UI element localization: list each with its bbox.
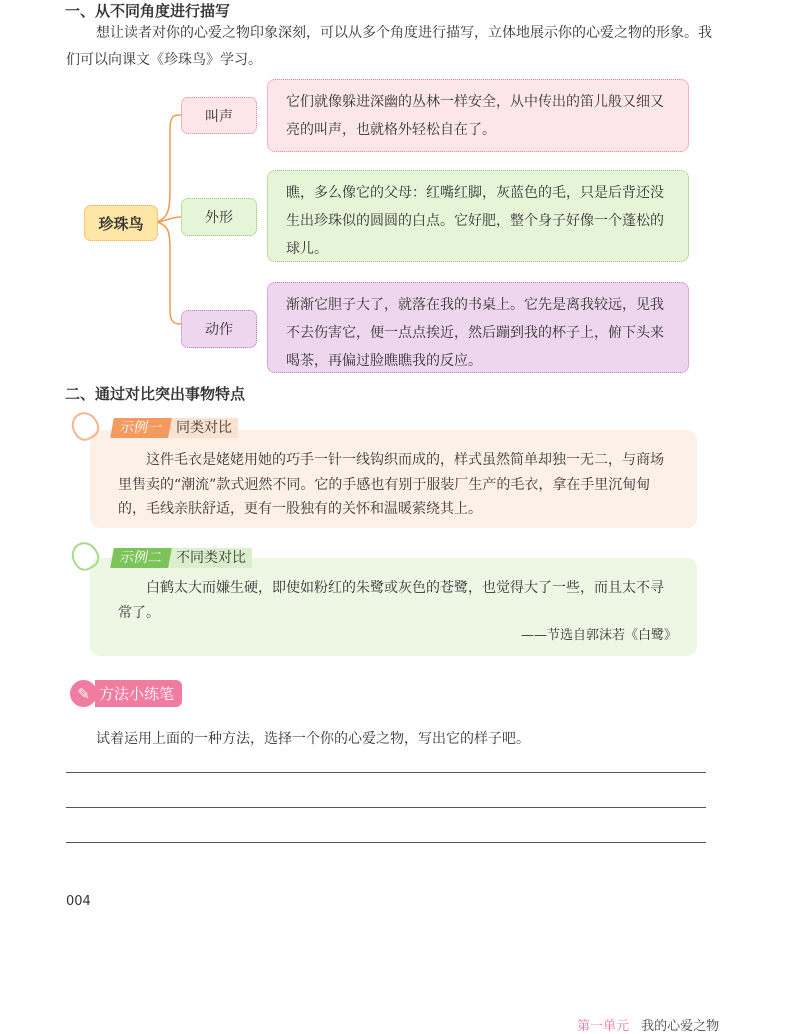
writing-line[interactable] <box>66 807 706 808</box>
example2-text: 白鹤太大而嫌生硬，即使如粉红的朱鹭或灰色的苍鹭，也觉得大了一些，而且太不寻常了。 <box>118 580 664 621</box>
pen-icon: ✎ <box>70 680 97 707</box>
practice-badge <box>70 680 182 707</box>
example2-type: 不同类对比 <box>170 548 252 568</box>
section2-heading: 二、通过对比突出事物特点 <box>65 385 246 403</box>
branch-label-sound: 叫声 <box>181 97 257 134</box>
branch-card-sound: 它们就像躲进深幽的丛林一样安全，从中传出的笛儿般又细又亮的叫声，也就格外轻松自在了。 <box>267 79 689 152</box>
writing-line[interactable] <box>66 842 706 843</box>
branch-card-appearance: 瞧，多么像它的父母：红嘴红脚，灰蓝色的毛，只是后背还没生出珍珠似的圆圆的白点。它好肥，整个身子好像一个蓬松的球儿。 <box>267 170 689 262</box>
section1-intro: 想让读者对你的心爱之物印象深刻，可以从多个角度进行描写，立体地展示你的心爱之物的形象。我们可以向课文《珍珠鸟》学习。 <box>66 25 712 68</box>
practice-badge-label: 方法小练笔 <box>95 680 182 707</box>
footer-unit-number: 第一单元 <box>577 1019 630 1034</box>
example2-box <box>90 558 697 656</box>
example1-tag: 示例一 <box>110 418 172 438</box>
example2-source: ——节选自郭沫若《白鹭》 <box>520 628 677 643</box>
footer-unit-title: 我的心爱之物 <box>641 1019 720 1034</box>
example1-type: 同类对比 <box>170 418 238 438</box>
example2-tab <box>112 548 252 568</box>
practice-prompt: 试着运用上面的一种方法，选择一个你的心爱之物，写出它的样子吧。 <box>96 731 530 747</box>
mindmap-root: 珍珠鸟 <box>84 205 158 241</box>
branch-label-action: 动作 <box>181 310 257 348</box>
page-number: 004 <box>66 894 91 909</box>
footer-unit <box>577 1015 719 1034</box>
example1-text: 这件毛衣是姥姥用她的巧手一针一线钩织而成的，样式虽然简单却独一无二，与商场里售卖的“潮流”款式迥然不同。它的手感也有别于服装厂生产的毛衣，拿在手里沉甸甸的，毛线亲肤舒适，更有一股独有的关怀和温暖萦绕其上。 <box>90 430 697 528</box>
branch-label-appearance: 外形 <box>181 198 257 236</box>
example2-tag: 示例二 <box>110 548 172 568</box>
writing-line[interactable] <box>66 772 706 773</box>
section1-heading: 一、从不同角度进行描写 <box>65 2 231 20</box>
branch-card-action: 渐渐它胆子大了，就落在我的书桌上。它先是离我较远，见我不去伤害它，便一点点挨近，然后蹦到我的杯子上，俯下头来喝茶，再偏过脸瞧瞧我的反应。 <box>267 282 689 373</box>
example1-tab <box>112 418 238 438</box>
